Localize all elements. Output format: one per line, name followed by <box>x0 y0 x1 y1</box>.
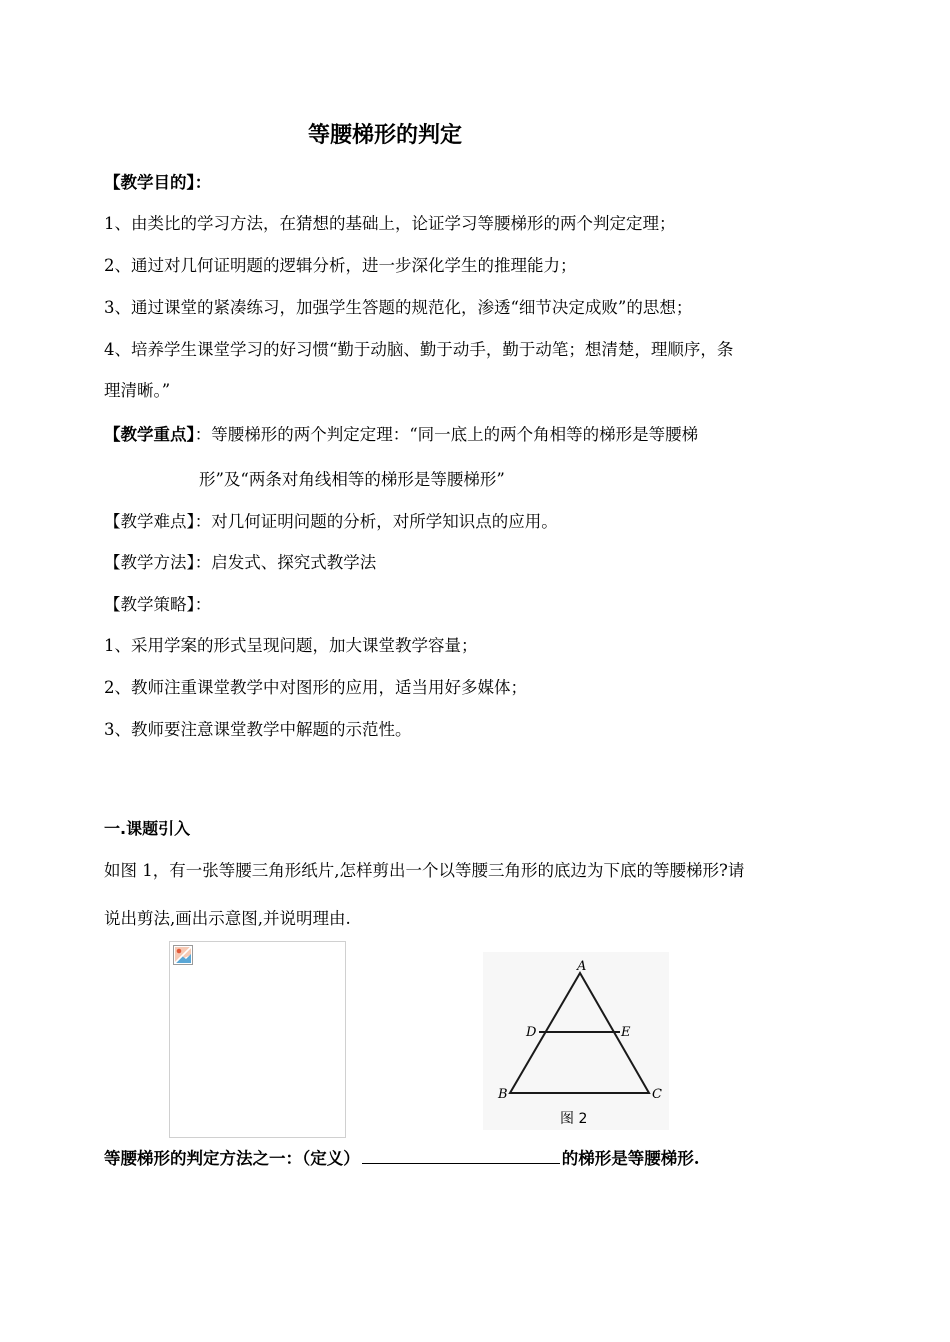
key-point-text: ：等腰梯形的两个判定定理：“同一底上的两个角相等的梯形是等腰梯 <box>194 425 699 444</box>
vertex-label-a: A <box>577 959 587 974</box>
objectives-heading: 【教学目的】： <box>104 173 212 192</box>
objective-item: 4、培养学生课堂学习的好习惯“勤于动脑、勤于动手，勤于动笔；想清楚，理顺序，条 <box>104 340 734 359</box>
fill-in-statement <box>104 1145 700 1169</box>
fill-in-blank[interactable] <box>362 1148 560 1164</box>
vertex-label-c: C <box>652 1087 662 1102</box>
difficulty: 【教学难点】：对几何证明问题的分析，对所学知识点的应用。 <box>104 512 558 531</box>
objective-item: 理清晰。” <box>104 381 171 400</box>
broken-image-icon <box>173 945 193 965</box>
strategy-item: 2、教师注重课堂教学中对图形的应用，适当用好多媒体； <box>104 678 527 697</box>
fill-in-prefix: 等腰梯形的判定方法之一：（定义） <box>104 1149 360 1168</box>
objective-item: 2、通过对几何证明题的逻辑分析，进一步深化学生的推理能力； <box>104 256 577 275</box>
objective-item: 1、由类比的学习方法，在猜想的基础上，论证学习等腰梯形的两个判定定理； <box>104 214 676 233</box>
fill-in-suffix: 的梯形是等腰梯形. <box>561 1149 700 1168</box>
key-point <box>104 421 698 445</box>
strategy-item: 1、采用学案的形式呈现问题，加大课堂教学容量； <box>104 636 478 655</box>
objective-item: 3、通过课堂的紧凑练习，加强学生答题的规范化，渗透“细节决定成败”的思想； <box>104 298 693 317</box>
section-heading: 一.课题引入 <box>104 819 191 838</box>
vertex-label-b: B <box>498 1087 508 1102</box>
vertex-label-d: D <box>526 1025 537 1040</box>
key-point-continued: 形”及“两条对角线相等的梯形是等腰梯形” <box>199 470 505 489</box>
vertex-label-e: E <box>621 1025 631 1040</box>
strategy-heading: 【教学策略】： <box>104 595 212 614</box>
strategy-item: 3、教师要注意课堂教学中解题的示范性。 <box>104 720 412 739</box>
figure-2-trapezoid-diagram <box>483 952 669 1130</box>
method: 【教学方法】：启发式、探究式教学法 <box>104 553 377 572</box>
page-title: 等腰梯形的判定 <box>308 122 463 148</box>
figure-1-image <box>169 941 346 1138</box>
figure-2-caption: 图 2 <box>560 1111 588 1127</box>
intro-paragraph: 如图 1，有一张等腰三角形纸片,怎样剪出一个以等腰三角形的底边为下底的等腰梯形?请 <box>104 861 745 880</box>
intro-paragraph-continued: 说出剪法,画出示意图,并说明理由. <box>104 909 351 928</box>
key-point-label: 【教学重点】 <box>104 425 195 444</box>
